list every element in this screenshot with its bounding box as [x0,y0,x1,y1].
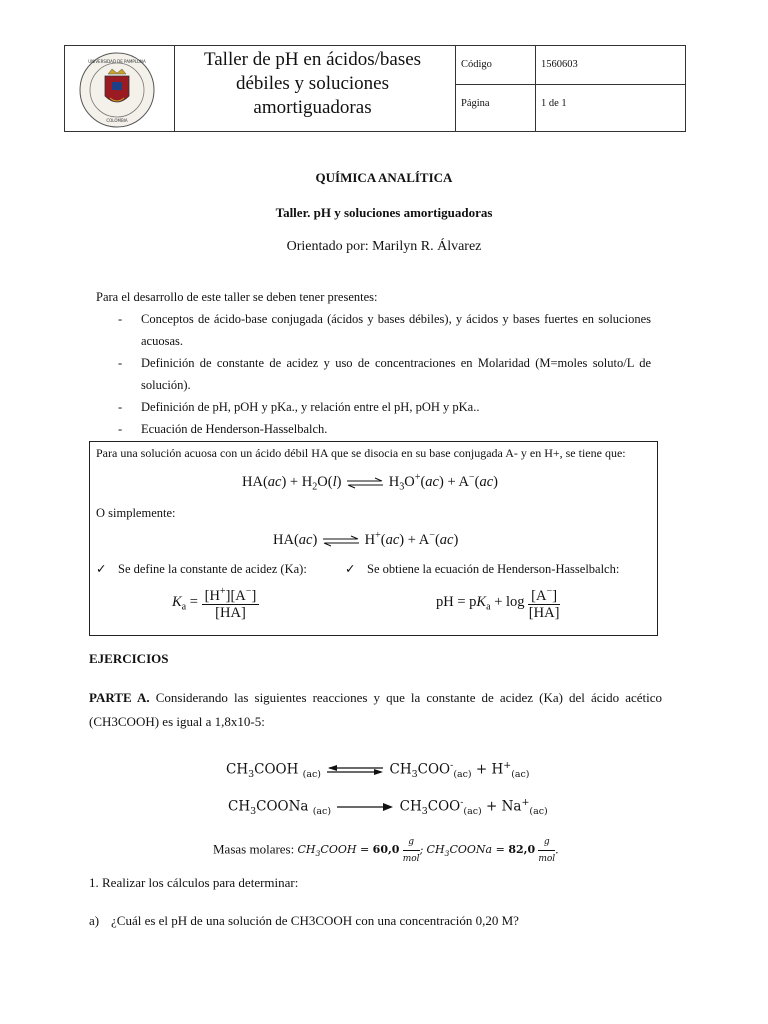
bullet-4: Ecuación de Henderson-Hasselbalch. [141,422,328,436]
dissociation-equation-simple: HA(ac) H+(ac) + A−(ac) [273,530,459,548]
code-value: 1560603 [541,59,578,70]
document-title: Taller de pH en ácidos/bases débiles y soluciones amortiguadoras [203,49,422,118]
acetic-acid-reaction: $CH_3COOH$ $_{(ac)}$ $CH_3COO^-_{(ac)} + H^+_{(ac)}$ [226,760,530,781]
exercises-heading: EJERCICIOS [89,651,169,666]
bullet-mark: - [118,400,123,414]
question-a-text: ¿Cuál es el pH de una solución de CH3COOH con una concentración 0,20 M? [111,913,519,928]
workshop-subtitle: Taller. pH y soluciones amortiguadoras [275,205,493,220]
reaction-arrow-icon [335,801,395,813]
part-a-line2: (CH3COOH) es igual a 1,8x10-5: [89,714,265,729]
dissociation-equation-full: $HA(ac) + H_2O(l) H_3O^+(ac) + A^-(ac)$ [242,472,499,493]
part-a-text: Considerando las siguientes reacciones y que la constante de acidez (Ka) del ácido acético [155,690,663,705]
bullet-mark: - [118,356,123,370]
bullet-mark: - [118,422,123,436]
intro-lead: Para el desarrollo de este taller se deben tener presentes: [96,290,378,304]
bullet-2-line1: Definición de constante de acidez y uso de concentraciones en Molaridad (M=moles soluto/L de [141,356,651,370]
sodium-acetate-reaction: $CH_3COONa$ $_{(ac)}$ $CH_3COO^-_{(ac)} + Na^+_{(ac)}$ [228,797,548,818]
theory-box [89,441,658,636]
code-label: Código [461,59,492,70]
check-1-text: Se define la constante de acidez (Ka): [118,562,307,576]
equilibrium-arrow-icon [345,477,385,489]
molar-masses-label: Masas molares: [213,841,295,857]
question-1: 1. Realizar los cálculos para determinar: [89,875,299,890]
bullet-1-line2: acuosas. [141,334,183,348]
part-a-label: PARTE A. [89,690,150,705]
bullet-3: Definición de pH, pOH y pKa., y relación entre el pH, pOH y pKa.. [141,400,480,414]
simply-label: O simplemente: [96,506,176,520]
check-2-text: Se obtiene la ecuación de Henderson-Hasselbalch: [367,562,620,576]
author-line: Orientado por: Marilyn R. Álvarez [286,239,482,254]
svg-text:COLOMBIA: COLOMBIA [106,118,128,123]
box-lead: Para una solución acuosa con un ácido débil HA que se disocia en su base conjugada A- y en H+, se tiene que: [96,446,626,460]
acidity-constant-formula: $K_a$ = $\frac{[H^+][A^-]}{[HA]}$ [172,584,259,621]
part-a-line1 [89,690,662,706]
henderson-hasselbalch-formula: pH = $pK_a + \log$ $\frac{[A^-]}{[HA]}$ [436,586,560,621]
course-title: QUÍMICA ANALÍTICA [315,170,453,185]
bullet-1-line1: Conceptos de ácido-base conjugada (ácidos y bases débiles), y ácidos y bases fuertes en soluciones [141,312,651,326]
page-value: 1 de 1 [541,98,567,109]
document-header-table [64,45,686,132]
bullet-2-line2: solución). [141,378,191,392]
check-icon: ✓ [96,562,107,576]
equilibrium-arrow-icon [325,764,385,776]
question-a-label: a) [89,913,100,928]
page-label: Página [461,98,490,109]
university-seal-logo [79,52,155,128]
check-icon: ✓ [345,562,356,576]
equilibrium-arrow-icon [321,535,361,547]
svg-text:UNIVERSIDAD DE PAMPLONA: UNIVERSIDAD DE PAMPLONA [88,59,146,64]
bullet-mark: - [118,312,123,326]
molar-masses-line: Masas molares: $CH_3COOH = 60,0$ $\frac{g}{\text{mol}}$ ; $CH_3COONa = 82,0$ $\frac{g}{\text{mol}}$ . [213,834,558,867]
